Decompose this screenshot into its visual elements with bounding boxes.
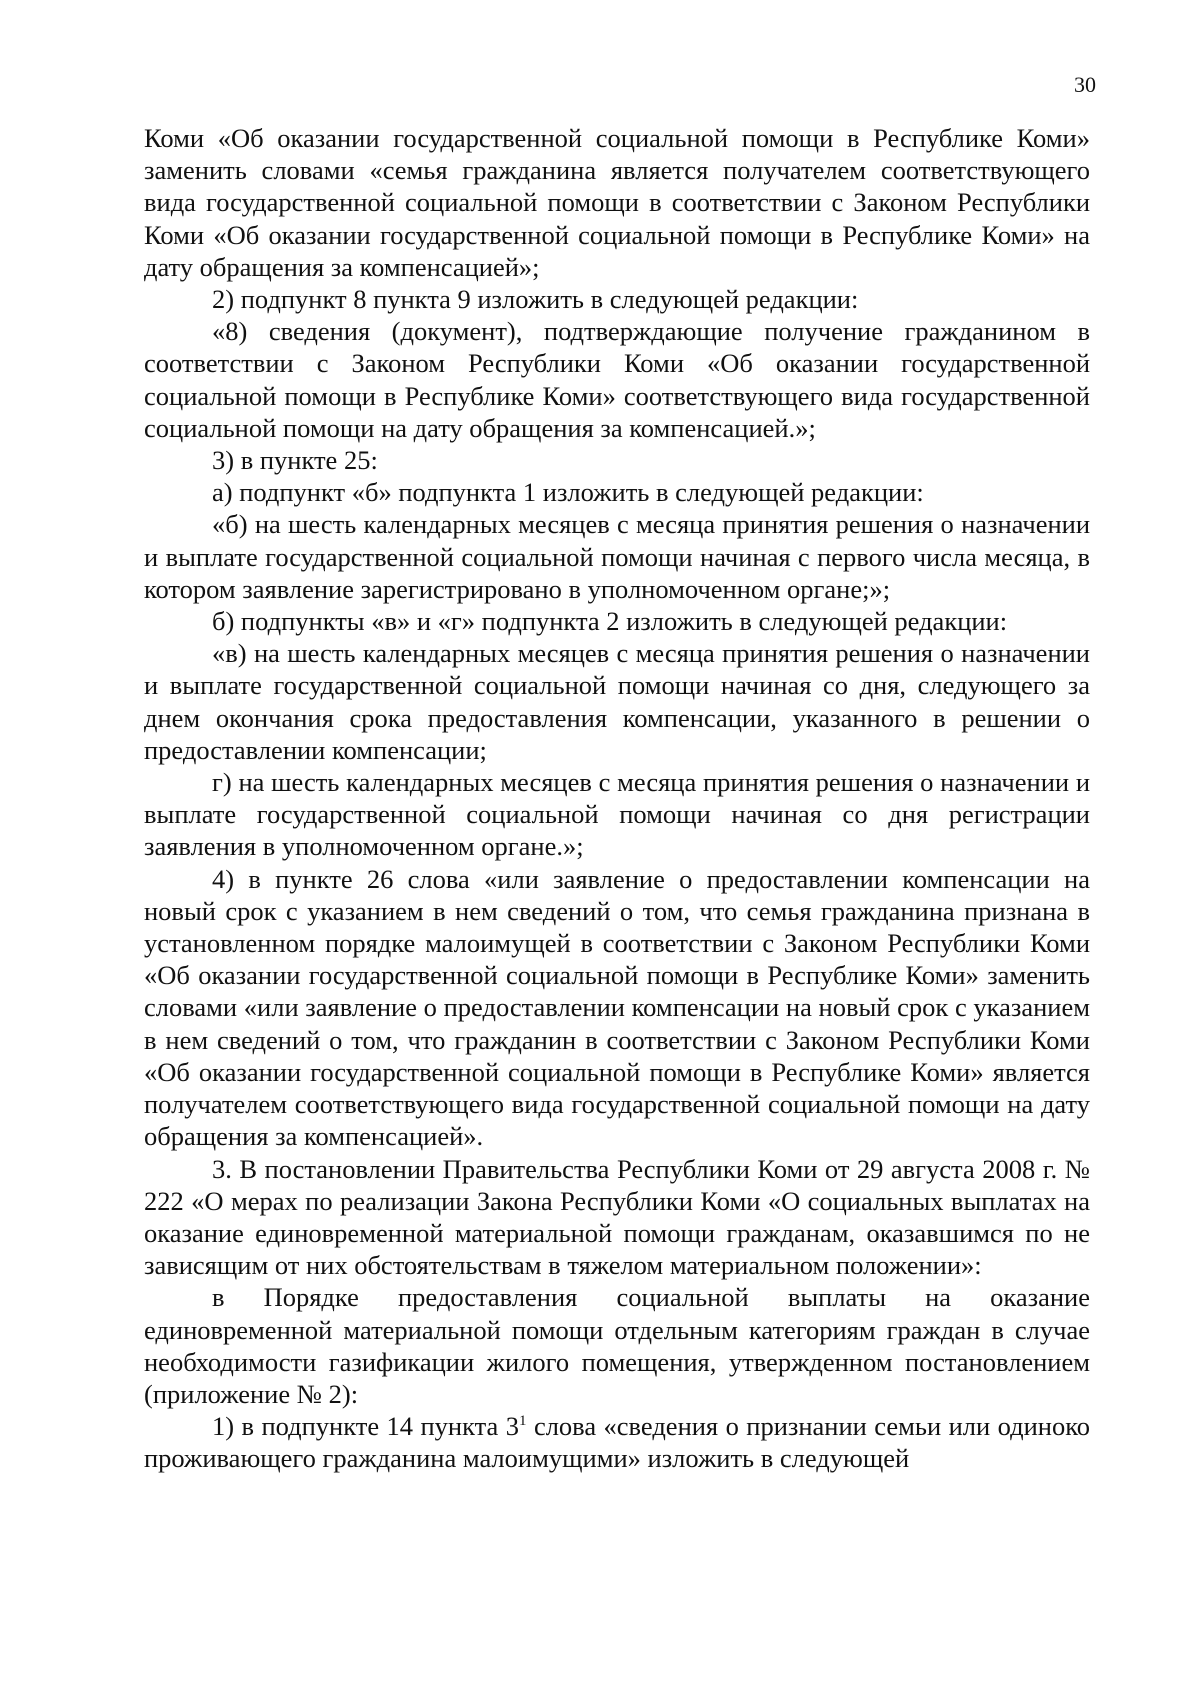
paragraph-2: 2) подпункт 8 пункта 9 изложить в следующей редакции: [212, 284, 859, 315]
paragraph-5: а) подпункт «б» подпункта 1 изложить в следующей редакции: [212, 477, 924, 508]
paragraph-8: «в) на шесть календарных месяцев с месяца принятия решения о назначении и выплате государственной социальной помощи начиная со дня, следующего за днем окончания срока предоставления компенсации, указанного в решении о предоставлении компенсации; [144, 638, 1090, 765]
paragraph-1: Коми «Об оказании государственной социальной помощи в Республике Коми» заменить словами «семья гражданина является получателем соответствующего вида государственной социальной помощи в соответствии с Законом Республики Коми «Об оказании государственной социальной помощи в Республике Коми» на дату обращения за компенсацией»; [144, 123, 1090, 282]
paragraph-13 [144, 1410, 1090, 1474]
paragraph-10: 4) в пункте 26 слова «или заявление о предоставлении компенсации на новый срок с указанием в нем сведений о том, что семья гражданина признана в установленном порядке малоимущей в соответствии с Законом Республики Коми «Об оказании государственной социальной помощи в Республике Коми» заменить словами «или заявление о предоставлении компенсации на новый срок с указанием в нем сведений о том, что гражданин в соответствии с Законом Республики Коми «Об оказании государственной социальной помощи в Республике Коми» является получателем соответствующего вида государственной социальной помощи на дату обращения за компенсацией». [144, 863, 1090, 1152]
paragraph-13-start: 1) в подпункте 14 пункта 3 [212, 1411, 519, 1442]
paragraph-11: 3. В постановлении Правительства Республики Коми от 29 августа 2008 г. № 222 «О мерах по реализации Закона Республики Коми «О социальных выплатах на оказание единовременной материальной помощи гражданам, оказавшимся по не зависящим от них обстоятельствам в тяжелом материальном положении»: [144, 1153, 1090, 1281]
paragraph-12: в Порядке предоставления социальной выплаты на оказание единовременной материальной помощи отдельным категориям граждан в случае необходимости газификации жилого помещения, утвержденном постановлением (приложение № 2): [144, 1282, 1090, 1409]
paragraph-13-end: слова «сведения о признании семьи или одиноко проживающего гражданина малоимущими» изложить в следующей [144, 1411, 1090, 1474]
paragraph-7: б) подпункты «в» и «г» подпункта 2 изложить в следующей редакции: [212, 606, 1008, 637]
document-body [144, 122, 1090, 1475]
page-number: 30 [1074, 72, 1096, 97]
paragraph-9: г) на шесть календарных месяцев с месяца принятия решения о назначении и выплате государственной социальной помощи начиная со дня регистрации заявления в уполномоченном органе.»; [144, 767, 1090, 862]
superscript-index: 1 [519, 1413, 527, 1430]
paragraph-4: 3) в пункте 25: [212, 445, 378, 476]
paragraph-6: «б) на шесть календарных месяцев с месяца принятия решения о назначении и выплате государственной социальной помощи начиная с первого числа месяца, в котором заявление зарегистрировано в уполномоченном органе;»; [144, 509, 1090, 604]
paragraph-3: «8) сведения (документ), подтверждающие получение гражданином в соответствии с Законом Республики Коми «Об оказании государственной социальной помощи в Республике Коми» соответствующего вида государственной социальной помощи на дату обращения за компенсацией.»; [144, 316, 1090, 443]
